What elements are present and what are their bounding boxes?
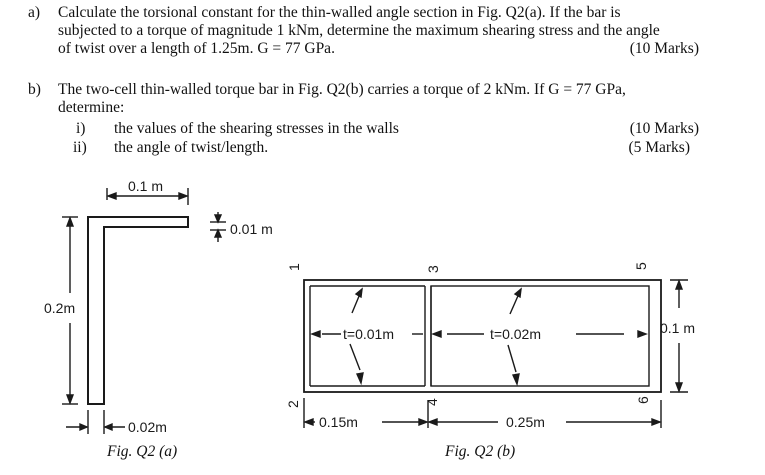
height-label-a: 0.2m [44,300,76,316]
question-a-line2: subjected to a torque of magnitude 1 kNm, determine the maximum shearing stress and the angle [58,22,660,39]
question-a-marks: (10 Marks) [629,40,699,57]
question-b-label: b) [28,81,41,98]
question-b-line2: determine: [58,99,125,116]
question-b-part-ii-marks: (5 Marks) [628,139,690,156]
node-2: 2 [285,400,301,408]
node-6: 6 [635,396,651,404]
figure-a-caption: Fig. Q2 (a) [107,443,178,460]
question-b-part-ii-text: the angle of twist/length. [114,139,269,156]
angle-section-outline [88,217,188,404]
bottom-label-a: 0.02m [128,419,167,435]
t-right-label: t=0.02m [490,326,541,342]
question-b-part-i-text: the values of the shearing stresses in the walls [114,120,399,137]
thickness-label-a: 0.01 m [230,221,273,237]
node-4: 4 [424,398,440,406]
question-b-part-ii-num: ii) [73,139,87,156]
question-a-line1: Calculate the torsional constant for the thin-walled angle section in Fig. Q2(a). If the bar is [58,4,621,21]
node-3: 3 [425,265,441,273]
figure-b-caption: Fig. Q2 (b) [445,443,516,460]
node-1: 1 [286,263,302,271]
width-right-label-b: 0.25m [506,414,545,430]
thickness-dimension-a [210,212,226,242]
t-left-label: t=0.01m [343,326,394,342]
question-b-part-i-marks: (10 Marks) [629,120,699,137]
angle-section [88,217,188,404]
width-left-label-b: 0.15m [319,414,358,430]
bottom-dimension-a [66,410,125,434]
question-b-line1: The two-cell thin-walled torque bar in Fig. Q2(b) carries a torque of 2 kNm. If G = 77 GPa, [58,81,626,98]
question-b-part-i-num: i) [76,120,86,137]
height-label-b: 0.1 m [660,320,696,336]
height-dimension-b [670,280,688,392]
question-a-line3: of twist over a length of 1.25m. G = 77 GPa. [58,40,335,57]
width-label-a: 0.1 m [128,178,164,194]
question-a-label: a) [28,4,41,21]
node-5: 5 [633,262,649,270]
